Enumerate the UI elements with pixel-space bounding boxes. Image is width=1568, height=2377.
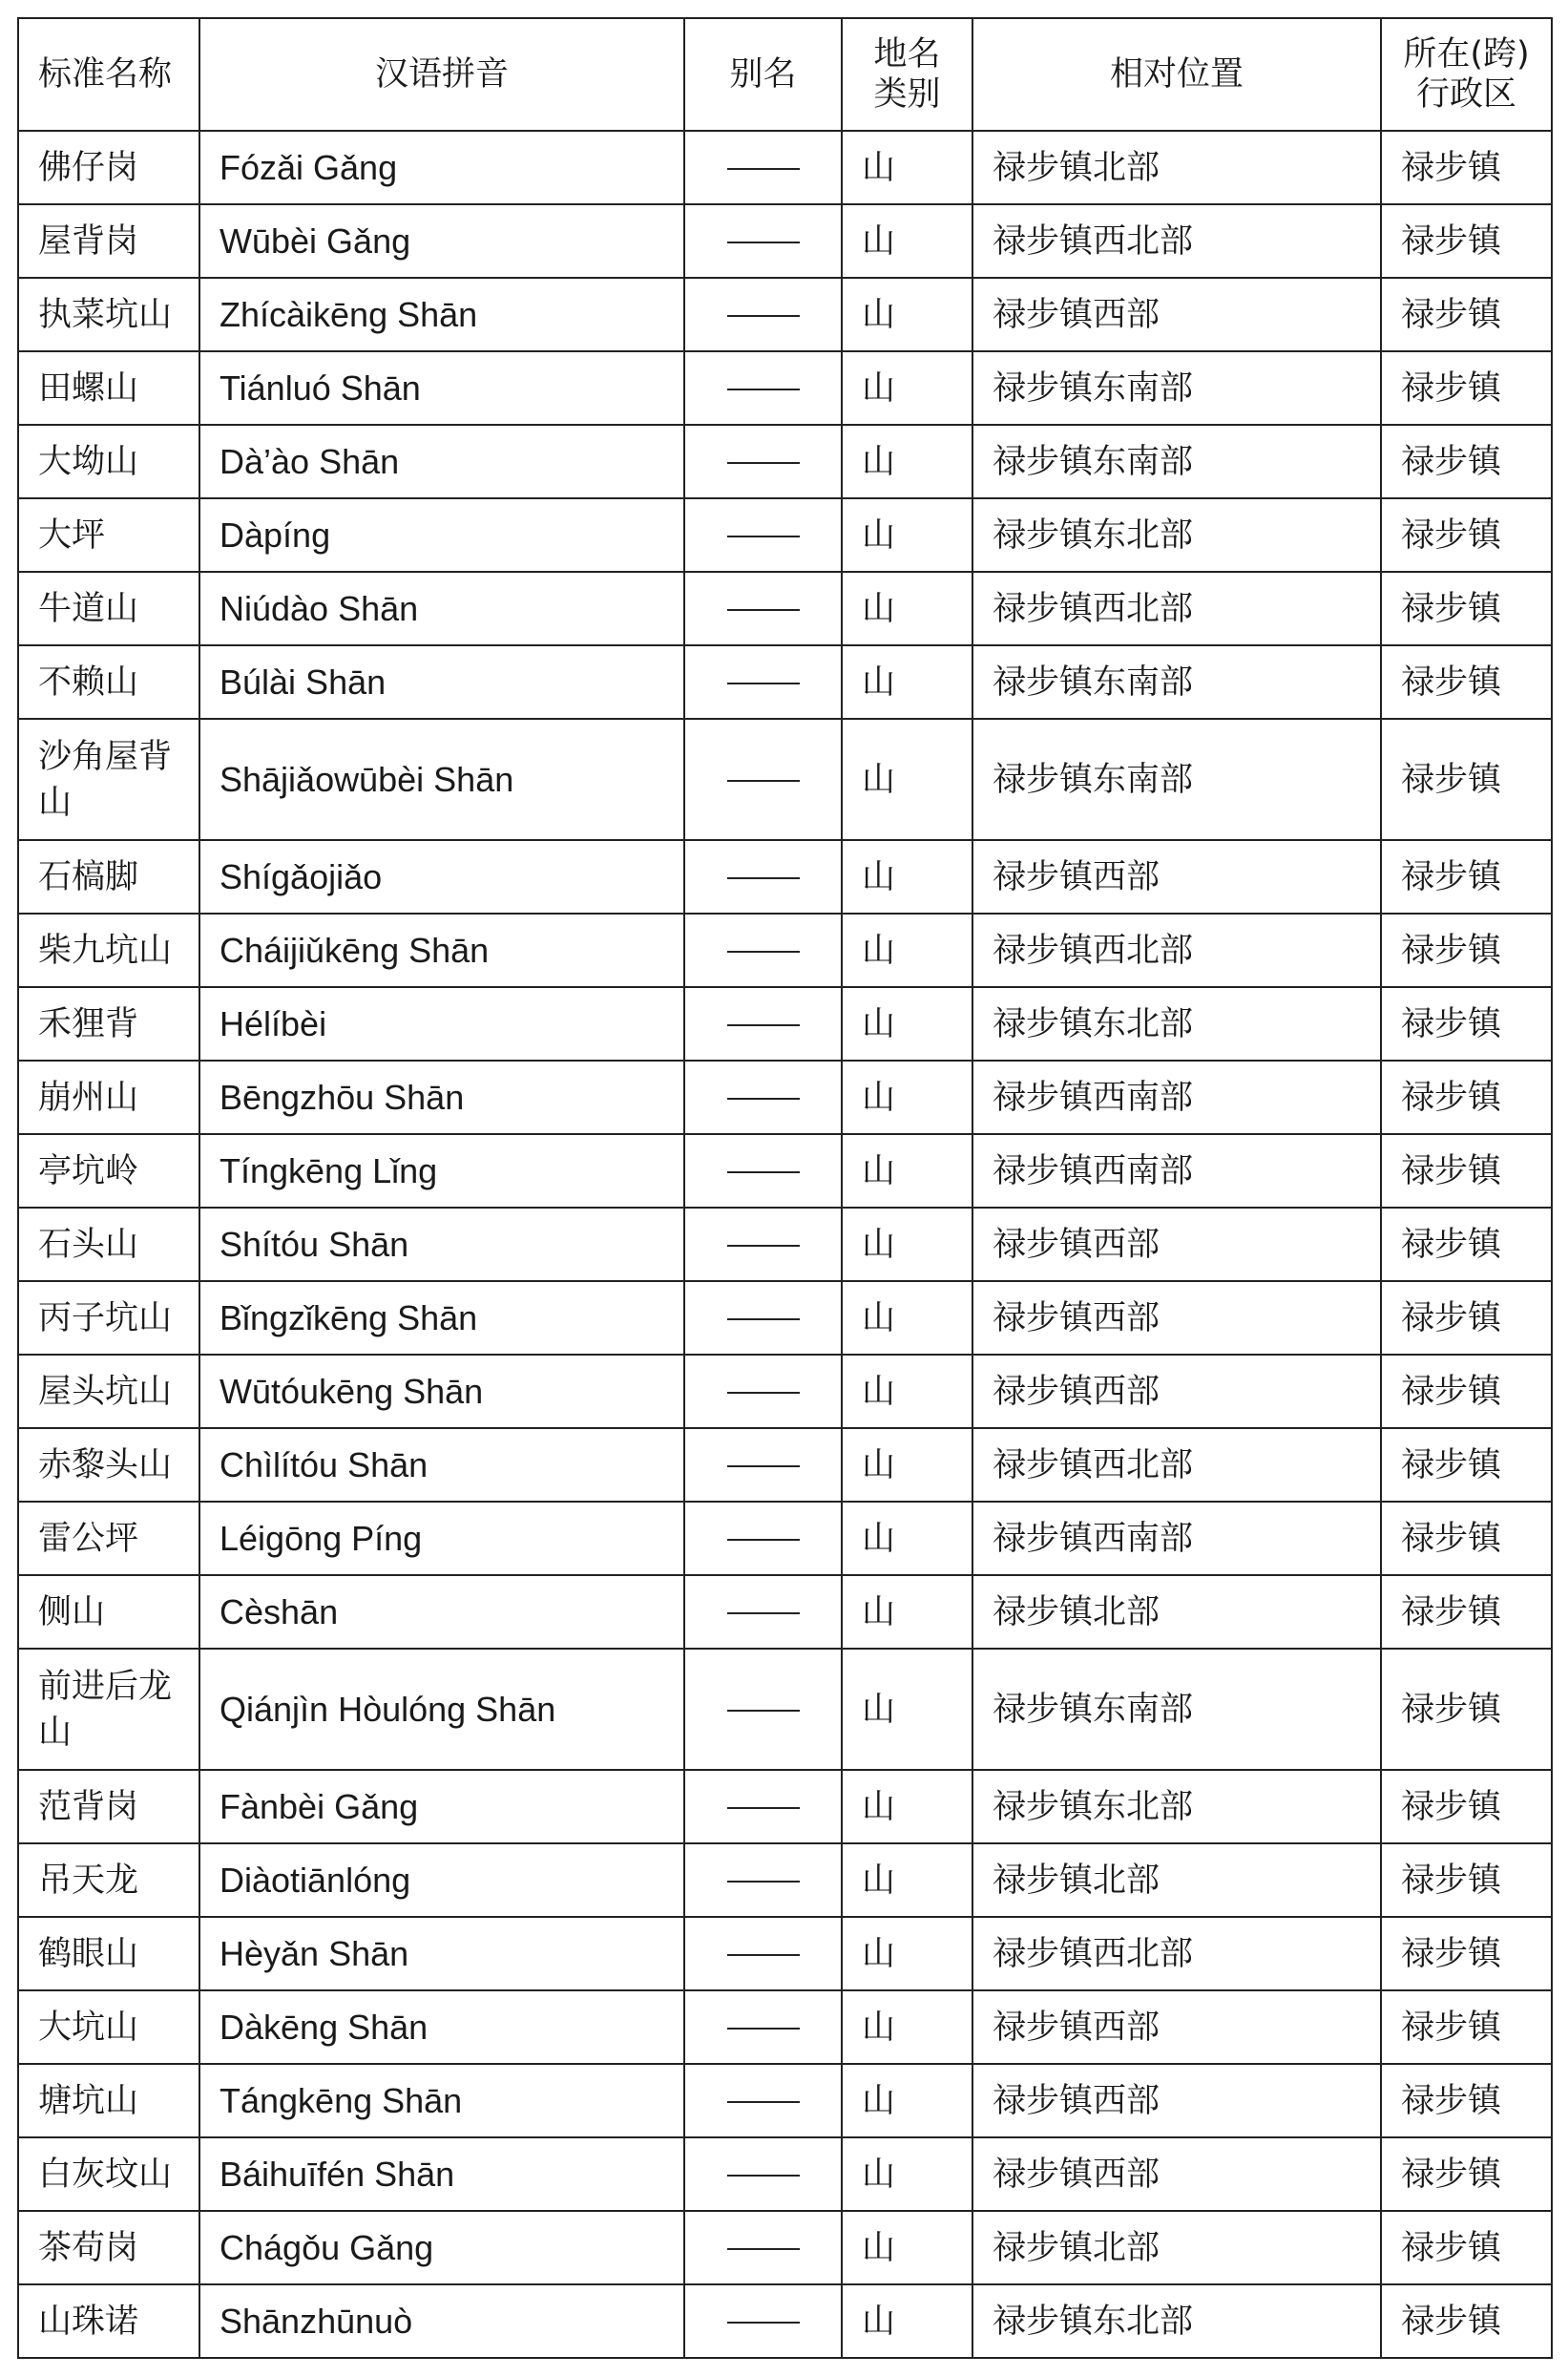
cell-admin-region: 禄步镇 xyxy=(1381,351,1552,425)
cell-pinyin: Fózǎi Gǎng xyxy=(199,131,684,204)
table-row xyxy=(18,1208,1552,1281)
cell-admin-region: 禄步镇 xyxy=(1381,914,1552,987)
cell-relative-position: 禄步镇西部 xyxy=(972,1281,1381,1355)
alias-dash xyxy=(727,1954,800,1956)
cell-standard-name: 塘坑山 xyxy=(18,2064,199,2137)
cell-pinyin: Diàotiānlóng xyxy=(199,1843,684,1917)
table-row xyxy=(18,425,1552,498)
cell-category: 山 xyxy=(842,1208,972,1281)
cell-admin-region: 禄步镇 xyxy=(1381,131,1552,204)
cell-pinyin: Báihuīfén Shān xyxy=(199,2137,684,2211)
alias-dash xyxy=(727,2101,800,2103)
cell-pinyin: Fànbèi Gǎng xyxy=(199,1770,684,1843)
cell-category: 山 xyxy=(842,1990,972,2064)
table-row xyxy=(18,914,1552,987)
header-admin-region: 所在(跨) 行政区 xyxy=(1381,18,1552,131)
cell-standard-name: 侧山 xyxy=(18,1575,199,1649)
cell-pinyin: Cháijiǔkēng Shān xyxy=(199,914,684,987)
cell-relative-position: 禄步镇西部 xyxy=(972,1208,1381,1281)
cell-admin-region: 禄步镇 xyxy=(1381,498,1552,572)
table-row xyxy=(18,1770,1552,1843)
alias-dash xyxy=(727,2322,800,2324)
cell-alias xyxy=(684,2137,842,2211)
cell-admin-region: 禄步镇 xyxy=(1381,1843,1552,1917)
alias-dash xyxy=(727,609,800,611)
cell-admin-region: 禄步镇 xyxy=(1381,572,1552,645)
cell-admin-region: 禄步镇 xyxy=(1381,1770,1552,1843)
cell-pinyin: Cèshān xyxy=(199,1575,684,1649)
alias-dash xyxy=(727,1024,800,1026)
alias-dash xyxy=(727,1171,800,1173)
cell-admin-region: 禄步镇 xyxy=(1381,987,1552,1061)
table-row xyxy=(18,204,1552,278)
cell-relative-position: 禄步镇西部 xyxy=(972,278,1381,351)
cell-relative-position: 禄步镇西部 xyxy=(972,1990,1381,2064)
cell-relative-position: 禄步镇东南部 xyxy=(972,645,1381,719)
table-row xyxy=(18,1502,1552,1575)
cell-admin-region: 禄步镇 xyxy=(1381,1990,1552,2064)
cell-relative-position: 禄步镇西部 xyxy=(972,1355,1381,1428)
alias-dash xyxy=(727,389,800,390)
cell-category: 山 xyxy=(842,2064,972,2137)
cell-standard-name: 沙角屋背山 xyxy=(18,719,199,840)
cell-relative-position: 禄步镇东南部 xyxy=(972,719,1381,840)
cell-standard-name: 大坳山 xyxy=(18,425,199,498)
cell-admin-region: 禄步镇 xyxy=(1381,1208,1552,1281)
cell-relative-position: 禄步镇东北部 xyxy=(972,1770,1381,1843)
cell-standard-name: 大坑山 xyxy=(18,1990,199,2064)
table-row xyxy=(18,1428,1552,1502)
table-row xyxy=(18,498,1552,572)
cell-admin-region: 禄步镇 xyxy=(1381,1355,1552,1428)
cell-relative-position: 禄步镇西北部 xyxy=(972,1917,1381,1990)
cell-standard-name: 佛仔岗 xyxy=(18,131,199,204)
cell-relative-position: 禄步镇西南部 xyxy=(972,1134,1381,1208)
cell-admin-region: 禄步镇 xyxy=(1381,1917,1552,1990)
cell-pinyin: Chìlítóu Shān xyxy=(199,1428,684,1502)
table-header xyxy=(18,18,1552,131)
header-relative-position: 相对位置 xyxy=(972,18,1381,131)
cell-pinyin: Qiánjìn Hòulóng Shān xyxy=(199,1649,684,1770)
cell-category: 山 xyxy=(842,2211,972,2284)
table-row xyxy=(18,1355,1552,1428)
cell-relative-position: 禄步镇东南部 xyxy=(972,351,1381,425)
cell-standard-name: 屋背岗 xyxy=(18,204,199,278)
cell-alias xyxy=(684,1502,842,1575)
table-row xyxy=(18,840,1552,914)
table-row xyxy=(18,131,1552,204)
cell-standard-name: 雷公坪 xyxy=(18,1502,199,1575)
cell-pinyin: Tiánluó Shān xyxy=(199,351,684,425)
cell-category: 山 xyxy=(842,645,972,719)
cell-relative-position: 禄步镇北部 xyxy=(972,1843,1381,1917)
table-row xyxy=(18,1134,1552,1208)
header-category: 地名 类别 xyxy=(842,18,972,131)
cell-relative-position: 禄步镇西南部 xyxy=(972,1502,1381,1575)
cell-alias xyxy=(684,351,842,425)
alias-dash xyxy=(727,1392,800,1394)
cell-relative-position: 禄步镇北部 xyxy=(972,131,1381,204)
alias-dash xyxy=(727,1807,800,1809)
cell-relative-position: 禄步镇西南部 xyxy=(972,1061,1381,1134)
cell-admin-region: 禄步镇 xyxy=(1381,840,1552,914)
cell-category: 山 xyxy=(842,498,972,572)
cell-standard-name: 禾狸背 xyxy=(18,987,199,1061)
cell-standard-name: 鹤眼山 xyxy=(18,1917,199,1990)
cell-category: 山 xyxy=(842,1649,972,1770)
cell-admin-region: 禄步镇 xyxy=(1381,204,1552,278)
table-row xyxy=(18,2211,1552,2284)
cell-alias xyxy=(684,131,842,204)
cell-standard-name: 吊天龙 xyxy=(18,1843,199,1917)
cell-pinyin: Wūbèi Gǎng xyxy=(199,204,684,278)
cell-pinyin: Niúdào Shān xyxy=(199,572,684,645)
cell-standard-name: 崩州山 xyxy=(18,1061,199,1134)
cell-pinyin: Tángkēng Shān xyxy=(199,2064,684,2137)
cell-category: 山 xyxy=(842,1917,972,1990)
alias-dash xyxy=(727,536,800,537)
cell-standard-name: 白灰坟山 xyxy=(18,2137,199,2211)
cell-standard-name: 范背岗 xyxy=(18,1770,199,1843)
cell-alias xyxy=(684,1355,842,1428)
cell-pinyin: Búlài Shān xyxy=(199,645,684,719)
cell-standard-name: 柴九坑山 xyxy=(18,914,199,987)
cell-relative-position: 禄步镇西北部 xyxy=(972,572,1381,645)
table-row xyxy=(18,2064,1552,2137)
cell-category: 山 xyxy=(842,840,972,914)
cell-category: 山 xyxy=(842,1843,972,1917)
alias-dash xyxy=(727,462,800,464)
cell-alias xyxy=(684,572,842,645)
cell-category: 山 xyxy=(842,1575,972,1649)
cell-admin-region: 禄步镇 xyxy=(1381,1502,1552,1575)
alias-dash xyxy=(727,1245,800,1247)
table-row xyxy=(18,2137,1552,2211)
cell-standard-name: 石头山 xyxy=(18,1208,199,1281)
cell-pinyin: Dàkēng Shān xyxy=(199,1990,684,2064)
table-row xyxy=(18,1843,1552,1917)
cell-admin-region: 禄步镇 xyxy=(1381,645,1552,719)
cell-relative-position: 禄步镇西北部 xyxy=(972,1428,1381,1502)
cell-pinyin: Léigōng Píng xyxy=(199,1502,684,1575)
cell-standard-name: 屋头坑山 xyxy=(18,1355,199,1428)
table-body xyxy=(18,131,1552,2358)
cell-standard-name: 丙子坑山 xyxy=(18,1281,199,1355)
cell-pinyin: Shígǎojiǎo xyxy=(199,840,684,914)
alias-dash xyxy=(727,1465,800,1467)
alias-dash xyxy=(727,242,800,243)
cell-category: 山 xyxy=(842,719,972,840)
cell-relative-position: 禄步镇西北部 xyxy=(972,204,1381,278)
cell-alias xyxy=(684,914,842,987)
cell-admin-region: 禄步镇 xyxy=(1381,2137,1552,2211)
cell-relative-position: 禄步镇东北部 xyxy=(972,498,1381,572)
cell-alias xyxy=(684,1575,842,1649)
header-row xyxy=(18,18,1552,131)
cell-category: 山 xyxy=(842,987,972,1061)
place-name-table xyxy=(17,17,1553,2359)
cell-category: 山 xyxy=(842,1502,972,1575)
cell-admin-region: 禄步镇 xyxy=(1381,1649,1552,1770)
cell-pinyin: Shānzhūnuò xyxy=(199,2284,684,2358)
alias-dash xyxy=(727,877,800,879)
alias-dash xyxy=(727,2248,800,2250)
header-pinyin: 汉语拼音 xyxy=(199,18,684,131)
cell-relative-position: 禄步镇东北部 xyxy=(972,987,1381,1061)
cell-relative-position: 禄步镇北部 xyxy=(972,1575,1381,1649)
cell-pinyin: Hèyǎn Shān xyxy=(199,1917,684,1990)
cell-pinyin: Zhícàikēng Shān xyxy=(199,278,684,351)
cell-alias xyxy=(684,645,842,719)
header-standard-name: 标准名称 xyxy=(18,18,199,131)
cell-admin-region: 禄步镇 xyxy=(1381,2064,1552,2137)
cell-category: 山 xyxy=(842,1281,972,1355)
cell-standard-name: 不赖山 xyxy=(18,645,199,719)
table-row xyxy=(18,987,1552,1061)
cell-admin-region: 禄步镇 xyxy=(1381,719,1552,840)
cell-pinyin: Bēngzhōu Shān xyxy=(199,1061,684,1134)
table-row xyxy=(18,719,1552,840)
cell-alias xyxy=(684,2064,842,2137)
cell-pinyin: Chágǒu Gǎng xyxy=(199,2211,684,2284)
cell-alias xyxy=(684,2284,842,2358)
alias-dash xyxy=(727,2028,800,2030)
cell-pinyin: Dàpíng xyxy=(199,498,684,572)
cell-alias xyxy=(684,204,842,278)
cell-relative-position: 禄步镇北部 xyxy=(972,2211,1381,2284)
cell-admin-region: 禄步镇 xyxy=(1381,1281,1552,1355)
cell-admin-region: 禄步镇 xyxy=(1381,278,1552,351)
table-row xyxy=(18,1917,1552,1990)
cell-standard-name: 田螺山 xyxy=(18,351,199,425)
table-row xyxy=(18,645,1552,719)
alias-dash xyxy=(727,1881,800,1883)
cell-category: 山 xyxy=(842,1428,972,1502)
cell-pinyin: Shājiǎowūbèi Shān xyxy=(199,719,684,840)
cell-alias xyxy=(684,1917,842,1990)
cell-pinyin: Hélíbèi xyxy=(199,987,684,1061)
cell-alias xyxy=(684,425,842,498)
cell-category: 山 xyxy=(842,1770,972,1843)
cell-admin-region: 禄步镇 xyxy=(1381,425,1552,498)
cell-admin-region: 禄步镇 xyxy=(1381,2211,1552,2284)
cell-alias xyxy=(684,1208,842,1281)
cell-category: 山 xyxy=(842,204,972,278)
cell-alias xyxy=(684,1843,842,1917)
cell-relative-position: 禄步镇东南部 xyxy=(972,1649,1381,1770)
table-row xyxy=(18,351,1552,425)
cell-relative-position: 禄步镇东北部 xyxy=(972,2284,1381,2358)
alias-dash xyxy=(727,951,800,953)
cell-admin-region: 禄步镇 xyxy=(1381,1428,1552,1502)
cell-admin-region: 禄步镇 xyxy=(1381,1134,1552,1208)
cell-alias xyxy=(684,1281,842,1355)
cell-standard-name: 牛道山 xyxy=(18,572,199,645)
cell-standard-name: 石槁脚 xyxy=(18,840,199,914)
cell-admin-region: 禄步镇 xyxy=(1381,2284,1552,2358)
cell-pinyin: Shítóu Shān xyxy=(199,1208,684,1281)
cell-standard-name: 大坪 xyxy=(18,498,199,572)
cell-category: 山 xyxy=(842,1061,972,1134)
table-row xyxy=(18,1061,1552,1134)
cell-admin-region: 禄步镇 xyxy=(1381,1575,1552,1649)
cell-category: 山 xyxy=(842,351,972,425)
cell-standard-name: 山珠诺 xyxy=(18,2284,199,2358)
cell-alias xyxy=(684,719,842,840)
cell-alias xyxy=(684,1770,842,1843)
cell-alias xyxy=(684,1134,842,1208)
cell-alias xyxy=(684,987,842,1061)
cell-standard-name: 亭坑岭 xyxy=(18,1134,199,1208)
cell-standard-name: 茶苟岗 xyxy=(18,2211,199,2284)
cell-alias xyxy=(684,1428,842,1502)
cell-relative-position: 禄步镇西部 xyxy=(972,2137,1381,2211)
alias-dash xyxy=(727,1318,800,1320)
table-row xyxy=(18,1990,1552,2064)
alias-dash xyxy=(727,1612,800,1614)
cell-category: 山 xyxy=(842,914,972,987)
cell-category: 山 xyxy=(842,2284,972,2358)
alias-dash xyxy=(727,1539,800,1541)
cell-standard-name: 前进后龙山 xyxy=(18,1649,199,1770)
cell-category: 山 xyxy=(842,1355,972,1428)
cell-admin-region: 禄步镇 xyxy=(1381,1061,1552,1134)
alias-dash xyxy=(727,1098,800,1100)
alias-dash xyxy=(727,683,800,684)
cell-alias xyxy=(684,278,842,351)
alias-dash xyxy=(727,780,800,782)
alias-dash xyxy=(727,315,800,317)
cell-category: 山 xyxy=(842,2137,972,2211)
alias-dash xyxy=(727,2175,800,2177)
cell-alias xyxy=(684,840,842,914)
cell-pinyin: Dà’ào Shān xyxy=(199,425,684,498)
alias-dash xyxy=(727,168,800,170)
cell-standard-name: 赤黎头山 xyxy=(18,1428,199,1502)
cell-category: 山 xyxy=(842,278,972,351)
cell-pinyin: Bǐngzǐkēng Shān xyxy=(199,1281,684,1355)
cell-category: 山 xyxy=(842,131,972,204)
cell-alias xyxy=(684,1061,842,1134)
cell-category: 山 xyxy=(842,1134,972,1208)
table-row xyxy=(18,2284,1552,2358)
table-row xyxy=(18,1281,1552,1355)
cell-pinyin: Wūtóukēng Shān xyxy=(199,1355,684,1428)
cell-alias xyxy=(684,1649,842,1770)
cell-alias xyxy=(684,2211,842,2284)
cell-pinyin: Tíngkēng Lǐng xyxy=(199,1134,684,1208)
cell-relative-position: 禄步镇西北部 xyxy=(972,914,1381,987)
table-row xyxy=(18,1575,1552,1649)
cell-alias xyxy=(684,1990,842,2064)
cell-category: 山 xyxy=(842,425,972,498)
alias-dash xyxy=(727,1710,800,1712)
cell-alias xyxy=(684,498,842,572)
cell-relative-position: 禄步镇西部 xyxy=(972,840,1381,914)
table-row xyxy=(18,278,1552,351)
cell-category: 山 xyxy=(842,572,972,645)
header-alias: 别名 xyxy=(684,18,842,131)
table-row xyxy=(18,572,1552,645)
table-row xyxy=(18,1649,1552,1770)
cell-relative-position: 禄步镇西部 xyxy=(972,2064,1381,2137)
cell-standard-name: 执菜坑山 xyxy=(18,278,199,351)
cell-relative-position: 禄步镇东南部 xyxy=(972,425,1381,498)
